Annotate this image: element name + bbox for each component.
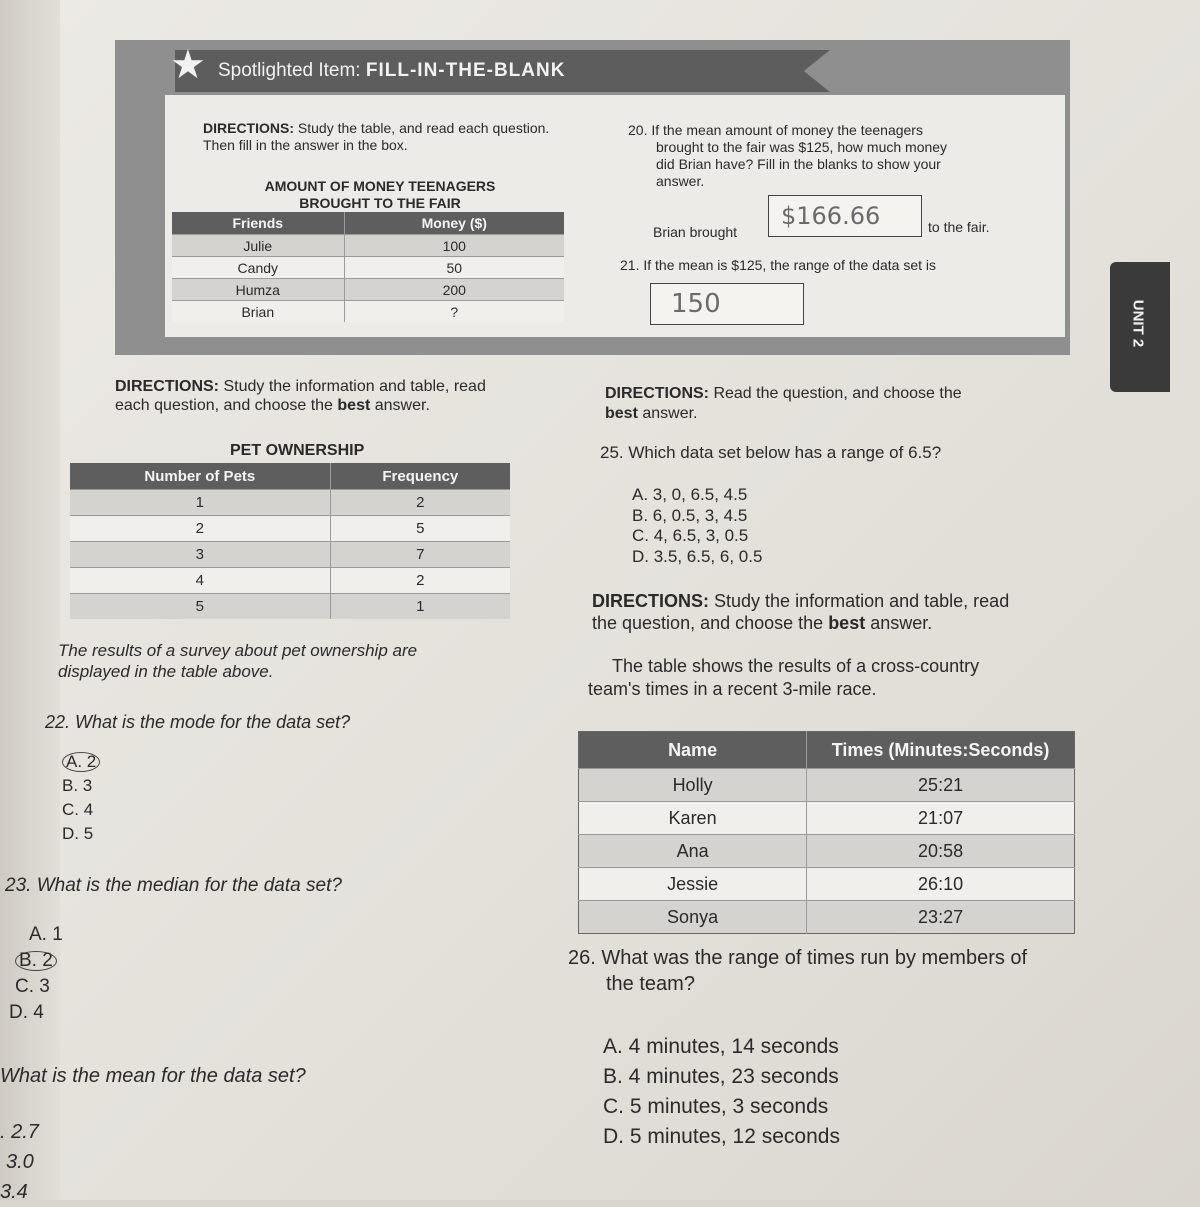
left-directions (115, 377, 565, 415)
q26-text (568, 945, 1128, 997)
race-table-cell: Ana (579, 835, 807, 868)
q20-prefix: Brian brought (653, 224, 738, 240)
pet-table-cell: 2 (330, 490, 510, 516)
directions-text: Study the information and table, read (714, 591, 1010, 611)
race-intro-text: The table shows the results of a cross-country (612, 656, 980, 676)
q20-answer-box[interactable] (768, 195, 922, 237)
pet-table-cell: 1 (330, 594, 510, 620)
q23-options (9, 922, 63, 1026)
question-20 (628, 122, 1048, 190)
race-table-header: Times (Minutes:Seconds) (807, 732, 1075, 769)
q26-text-line: the team? (606, 973, 695, 995)
q22-text: 22. What is the mode for the data set? (45, 712, 351, 732)
race-table-header: Name (579, 732, 807, 769)
money-table-header: Money ($) (344, 212, 564, 235)
star-icon: ★ (170, 43, 206, 87)
q26-option-d[interactable]: D. 5 minutes, 12 seconds (603, 1125, 840, 1148)
race-intro-text: team's times in a recent 3-mile race. (588, 679, 877, 699)
spotlight-title-bold: FILL-IN-THE-BLANK (365, 60, 566, 81)
q23-text: 23. What is the median for the data set? (5, 875, 342, 896)
q25-option-d[interactable]: D. 3.5, 6.5, 6, 0.5 (632, 546, 763, 566)
directions-label: DIRECTIONS: (115, 378, 219, 395)
race-table-cell: 26:10 (807, 868, 1075, 901)
q25-option-a[interactable]: A. 3, 0, 6.5, 4.5 (632, 485, 748, 504)
q22-option-c[interactable]: C. 4 (62, 800, 94, 819)
money-table-cell: Humza (172, 279, 344, 301)
money-table-header: Friends (172, 212, 344, 235)
q20-answer: $166.66 (781, 202, 881, 230)
q22-options (62, 750, 100, 846)
q21-number: 21. (620, 257, 640, 273)
money-table-cell: Candy (172, 257, 344, 279)
q20-number: 20. (628, 122, 648, 138)
pet-table-cell: 7 (330, 542, 510, 568)
q22-option-d[interactable]: D. 5 (62, 824, 94, 843)
directions-text: the question, and choose the (592, 613, 829, 633)
directions-best: best (337, 397, 371, 414)
spotlight-directions (203, 120, 573, 154)
pet-table-cell: 4 (70, 568, 330, 594)
q24-option-b[interactable]: 3.0 (6, 1151, 34, 1173)
survey-text: The results of a survey about pet ownership are (58, 641, 418, 660)
q25-option-c[interactable]: C. 4, 6.5, 3, 0.5 (632, 526, 749, 545)
unit-tab-label: UNIT 2 (1129, 299, 1147, 348)
race-table-cell: Jessie (579, 868, 807, 901)
q22-option-a[interactable] (62, 750, 100, 774)
q23-option-b[interactable] (15, 948, 63, 974)
question-21 (620, 257, 1060, 274)
q26-options (603, 1032, 840, 1152)
q26-option-a[interactable]: A. 4 minutes, 14 seconds (603, 1035, 839, 1058)
pet-table-cell: 2 (330, 568, 510, 594)
q24-option-a[interactable]: . 2.7 (0, 1121, 39, 1143)
survey-description (58, 640, 528, 682)
race-table-cell: Holly (579, 769, 807, 802)
directions-text: Study the table, and read each question. Then fill in the answer in the box. (203, 120, 550, 153)
money-table (172, 212, 564, 322)
directions-text: Read the question, and choose the (713, 385, 962, 402)
q25-options (632, 485, 762, 567)
directions-text: each question, and choose the (115, 397, 338, 414)
money-table-cell: Brian (172, 301, 344, 323)
right-directions-2 (592, 590, 1092, 634)
race-table-cell: Karen (579, 802, 807, 835)
q25-option-b[interactable]: B. 6, 0.5, 3, 4.5 (632, 505, 748, 525)
spotlight-title (218, 60, 565, 82)
q21-text: If the mean is $125, the range of the data set is (643, 257, 936, 273)
q26-option-b[interactable]: B. 4 minutes, 23 seconds (603, 1065, 839, 1088)
q25-text: 25. Which data set below has a range of 6.5? (600, 443, 942, 462)
pet-table-title: PET OWNERSHIP (230, 442, 365, 459)
q20-text: did Brian have? Fill in the blanks to show your (656, 156, 941, 172)
money-table-cell: ? (344, 301, 564, 323)
pet-table-header: Frequency (330, 463, 510, 490)
race-table-cell: 25:21 (807, 769, 1075, 802)
directions-label: DIRECTIONS: (203, 120, 294, 136)
pet-table-cell: 5 (330, 516, 510, 542)
q24-text: What is the mean for the data set? (0, 1065, 306, 1087)
pet-table-cell: 5 (70, 594, 330, 620)
directions-text: Study the information and table, read (223, 378, 486, 395)
pet-table-cell: 1 (70, 490, 330, 516)
spotlight-title-prefix: Spotlighted Item: (218, 60, 361, 81)
survey-text: displayed in the table above. (58, 662, 274, 681)
race-intro (588, 655, 1068, 701)
money-table-title-line2: BROUGHT TO THE FAIR (299, 195, 461, 211)
race-table-cell: 20:58 (807, 835, 1075, 868)
directions-label: DIRECTIONS: (592, 591, 709, 611)
money-table-cell: Julie (172, 235, 344, 257)
q20-text: brought to the fair was $125, how much money (656, 139, 948, 155)
q26-text-line: 26. What was the range of times run by members of (568, 947, 1028, 969)
q23-option-b-label: B. 2 (15, 951, 57, 971)
pet-table-cell: 2 (70, 516, 330, 542)
q20-text: If the mean amount of money the teenagers (651, 122, 923, 138)
q20-text: answer. (656, 173, 705, 189)
directions-text: answer. (370, 397, 430, 414)
pet-table-header: Number of Pets (70, 463, 330, 490)
race-table-cell: Sonya (579, 901, 807, 934)
money-table-cell: 100 (344, 235, 564, 257)
q24-option-c[interactable]: 3.4 (0, 1181, 28, 1203)
pet-table (70, 463, 510, 619)
directions-best: best (605, 405, 638, 422)
money-table-cell: 50 (344, 257, 564, 279)
directions-text: answer. (637, 405, 698, 422)
q21-answer-box[interactable] (650, 283, 804, 325)
q23-option-c[interactable]: C. 3 (15, 976, 50, 997)
directions-text: answer. (865, 613, 933, 633)
q22-option-b[interactable]: B. 3 (62, 776, 93, 795)
q26-option-c[interactable]: C. 5 minutes, 3 seconds (603, 1095, 829, 1118)
q23-option-a[interactable]: A. 1 (29, 924, 63, 945)
race-times-table (578, 731, 1075, 934)
directions-best: best (828, 613, 866, 633)
money-table-title-line1: AMOUNT OF MONEY TEENAGERS (264, 178, 496, 194)
money-table-title (200, 178, 560, 212)
race-table-cell: 23:27 (807, 901, 1075, 934)
q22-option-a-label: A. 2 (62, 752, 100, 772)
race-table-cell: 21:07 (807, 802, 1075, 835)
q23-option-d[interactable]: D. 4 (9, 1002, 44, 1023)
q21-answer: 150 (671, 289, 721, 319)
q24-options (0, 1117, 39, 1207)
q20-suffix: to the fair. (928, 219, 990, 235)
directions-label: DIRECTIONS: (605, 385, 709, 402)
pet-table-cell: 3 (70, 542, 330, 568)
money-table-cell: 200 (344, 279, 564, 301)
right-directions-1 (605, 384, 1065, 424)
